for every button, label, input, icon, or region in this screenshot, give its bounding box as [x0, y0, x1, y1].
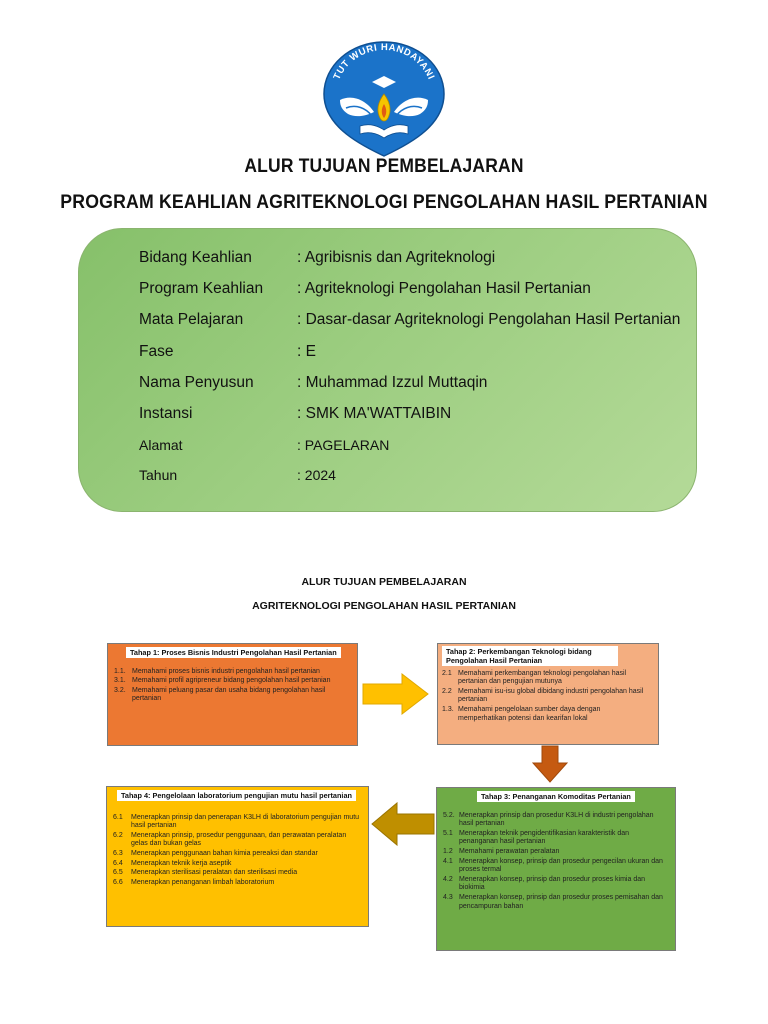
list-item: 4.1 Menerapkan konsep, prinsip dan prosedur pengecilan ukuran dan proses termal: [443, 857, 663, 874]
list-item: 2.2 Memahami isu-isu global dibidang industri pengolahan hasil pertanian: [442, 687, 644, 704]
tut-wuri-handayani-logo-icon: [318, 38, 450, 158]
list-item: 3.1. Memahami profil agripreneur bidang pengolahan hasil pertanian: [114, 677, 331, 685]
page-subtitle: PROGRAM KEAHLIAN AGRITEKNOLOGI PENGOLAHAN HASIL PERTANIAN: [60, 192, 708, 213]
stage-2-title: Tahap 2: Perkembangan Teknologi bidang Pengolahan Hasil Pertanian: [442, 646, 618, 666]
list-item: 6.2 Menerapkan prinsip, prosedur penggunaan, dan perawatan peralatan gelas dan bukan gelas: [113, 831, 347, 848]
info-value: : 2024: [297, 467, 336, 483]
list-item: 6.6 Menerapkan penanganan limbah laboratorium: [113, 878, 275, 886]
diagram-title: ALUR TUJUAN PEMBELAJARAN: [301, 576, 467, 588]
info-label: Mata Pelajaran: [139, 311, 244, 328]
info-value: : Muhammad Izzul Muttaqin: [297, 374, 488, 391]
info-label: Nama Penyusun: [139, 374, 254, 391]
stage-1-title: Tahap 1: Proses Bisnis Industri Pengolahan Hasil Pertanian: [126, 647, 341, 658]
stage-3-box: [436, 787, 676, 951]
info-label: Instansi: [139, 405, 193, 422]
list-item: 6.3 Menerapkan penggunaan bahan kimia pereaksi dan standar: [113, 849, 318, 857]
list-item: 4.3 Menerapkan konsep, prinsip dan prosedur proses pemisahan dan pencampuran bahan: [443, 893, 663, 910]
list-item: 2.1 Memahami perkembangan teknologi pengolahan hasil pertanian dan pengujian mutunya: [442, 669, 627, 686]
info-value: : Agriteknologi Pengolahan Hasil Pertanian: [297, 280, 591, 297]
info-label: Fase: [139, 343, 174, 360]
list-item: 1.2 Memahami perawatan peralatan: [443, 847, 560, 855]
list-item: 3.2. Memahami peluang pasar dan usaha bidang pengolahan hasil pertanian: [114, 686, 326, 703]
arrow-down-icon: [532, 745, 568, 783]
list-item: 1.1. Memahami proses bisnis industri pengolahan hasil pertanian: [114, 667, 320, 675]
info-value: : Agribisnis dan Agriteknologi: [297, 249, 496, 266]
arrow-right-icon: [362, 673, 430, 715]
list-item: 1.3. Memahami pengelolaan sumber daya dengan memperhatikan potensi dan kearifan lokal: [442, 705, 601, 722]
logo-arc-text: TUT WURI HANDAYANI: [331, 41, 437, 82]
list-item: 5.1 Menerapkan teknik pengidentifikasian karakteristik dan penanganan hasil pertanian: [443, 829, 630, 846]
stage-4-title: Tahap 4: Pengelolaan laboratorium pengujian mutu hasil pertanian: [117, 790, 356, 801]
info-value: : PAGELARAN: [297, 437, 390, 453]
list-item: 4.2 Menerapkan konsep, prinsip dan prosedur proses kimia dan biokimia: [443, 875, 645, 892]
info-panel: [78, 228, 697, 512]
info-value: : SMK MA'WATTAIBIN: [297, 405, 452, 422]
stage-3-title: Tahap 3: Penanganan Komoditas Pertanian: [477, 791, 635, 802]
info-label: Alamat: [139, 437, 183, 453]
arrow-left-icon: [371, 802, 435, 846]
list-item: 6.4 Menerapkan teknik kerja aseptik: [113, 859, 232, 867]
info-label: Tahun: [139, 467, 178, 483]
list-item: 6.1 Menerapkan prinsip dan penerapan K3LH di laboratorium pengujian mutu hasil pertanian: [113, 813, 360, 830]
info-value: : Dasar-dasar Agriteknologi Pengolahan Hasil Pertanian: [297, 311, 681, 328]
info-label: Bidang Keahlian: [139, 249, 252, 266]
diagram-subtitle: AGRITEKNOLOGI PENGOLAHAN HASIL PERTANIAN: [252, 600, 516, 612]
stage-2-box: [437, 643, 659, 745]
info-label: Program Keahlian: [139, 280, 264, 297]
stage-4-box: [106, 786, 369, 927]
list-item: 5.2. Menerapkan prinsip dan prosedur K3LH di industri pengolahan hasil pertanian: [443, 811, 654, 828]
info-value: : E: [297, 343, 316, 360]
page-title: ALUR TUJUAN PEMBELAJARAN: [244, 156, 524, 177]
list-item: 6.5 Menerapkan sterilisasi peralatan dan sterilisasi media: [113, 869, 298, 877]
stage-1-box: [107, 643, 358, 746]
